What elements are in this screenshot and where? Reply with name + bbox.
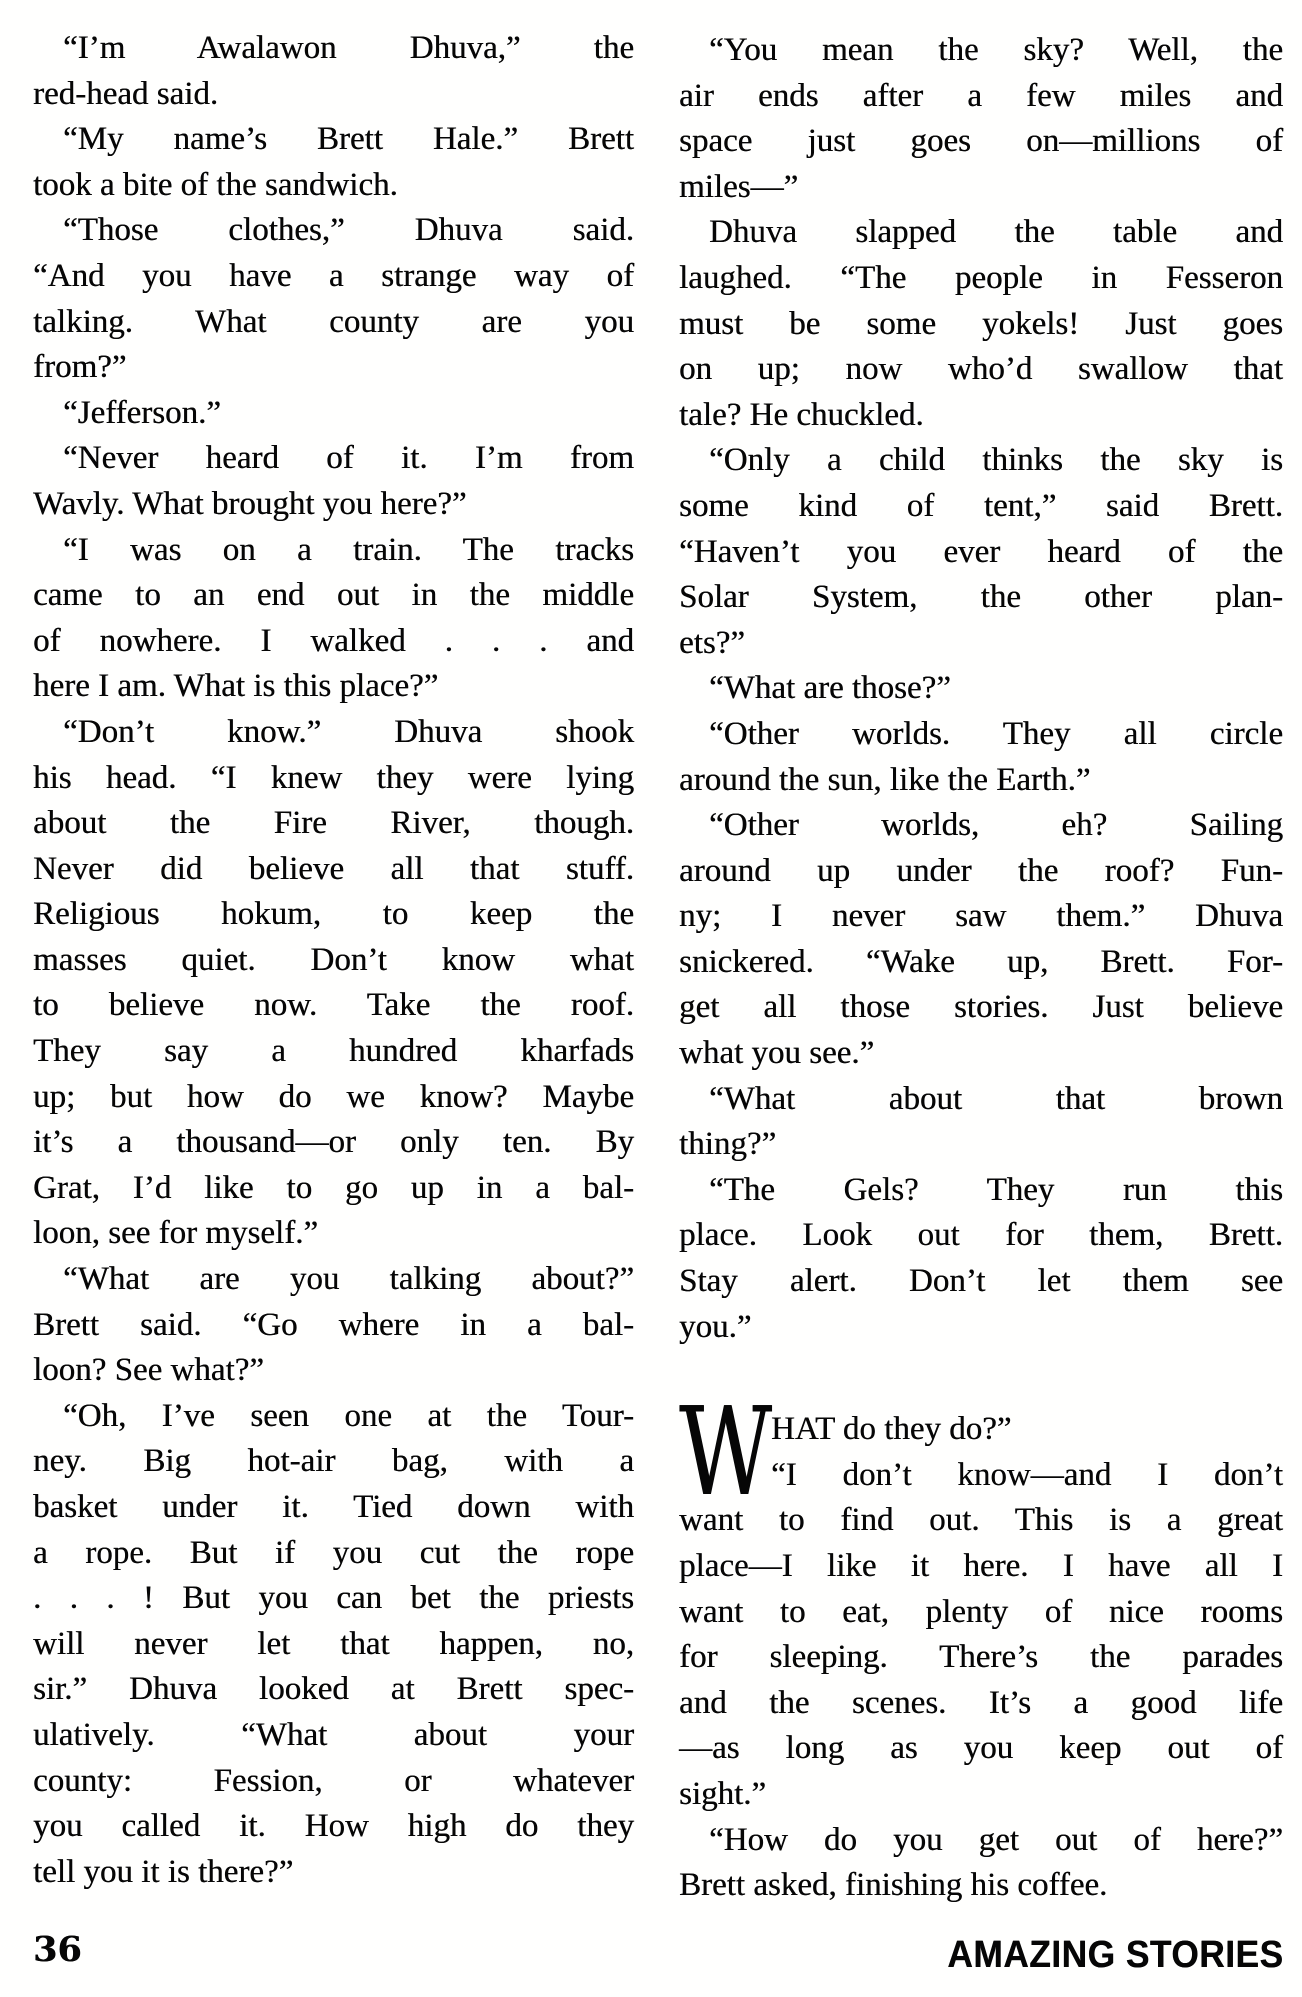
drop-cap-letter: W <box>679 1381 772 1524</box>
paragraph <box>33 436 634 527</box>
paragraph <box>679 28 1283 210</box>
text-line: talking. What county are you <box>33 303 634 340</box>
text-line: “Other worlds. They all circle <box>709 715 1283 752</box>
text-line: “What are those?” <box>709 670 951 707</box>
text-line: and the scenes. It’s a good life <box>679 1684 1283 1721</box>
text-line: “Those clothes,” Dhuva said. <box>63 212 634 249</box>
text-line: ets?” <box>679 624 745 661</box>
text-line: will never let that happen, no, <box>33 1625 634 1662</box>
text-line: “Never heard of it. I’m from <box>63 440 634 477</box>
text-line: up; but how do we know? Maybe <box>33 1078 634 1115</box>
text-line: HAT do they do?” <box>771 1411 1012 1448</box>
text-line: want to eat, plenty of nice rooms <box>679 1593 1283 1630</box>
text-line: must be some yokels! Just goes <box>679 305 1283 342</box>
text-line: Never did believe all that stuff. <box>33 850 634 887</box>
text-line: ny; I never saw them.” Dhuva <box>679 898 1283 935</box>
text-line: Stay alert. Don’t let them see <box>679 1263 1283 1300</box>
paragraph <box>33 1257 634 1394</box>
text-line: tell you it is there?” <box>33 1853 294 1890</box>
text-line: for sleeping. There’s the parades <box>679 1639 1283 1676</box>
text-line: Wavly. What brought you here?” <box>33 485 467 522</box>
text-line: Religious hokum, to keep the <box>33 896 634 933</box>
paragraph <box>33 710 634 1257</box>
text-line: . . . ! But you can bet the priests <box>33 1580 634 1617</box>
text-line: what you see.” <box>679 1035 875 1072</box>
text-line: ney. Big hot-air bag, with a <box>33 1443 634 1480</box>
text-line: “What about that brown <box>709 1080 1283 1117</box>
text-line: “Don’t know.” Dhuva shook <box>63 713 634 750</box>
text-line: red-head said. <box>33 75 219 112</box>
text-line: “Oh, I’ve seen one at the Tour- <box>63 1397 634 1434</box>
paragraph <box>33 208 634 390</box>
text-line: ulatively. “What about your <box>33 1716 634 1753</box>
text-line: from?” <box>33 349 127 386</box>
text-line: of nowhere. I walked . . . and <box>33 622 634 659</box>
text-line: Dhuva slapped the table and <box>709 214 1283 251</box>
text-line: “The Gels? They run this <box>709 1171 1283 1208</box>
magazine-title: AMAZING STORIES <box>946 1934 1283 1976</box>
text-line: came to an end out in the middle <box>33 577 634 614</box>
text-line: sight.” <box>679 1775 767 1812</box>
text-line: snickered. “Wake up, Brett. For- <box>679 943 1283 980</box>
text-line: Grat, I’d like to go up in a bal- <box>33 1169 634 1206</box>
text-line: to believe now. Take the roof. <box>33 987 634 1024</box>
paragraph <box>679 210 1283 438</box>
text-line: loon? See what?” <box>33 1352 264 1389</box>
text-line: around up under the roof? Fun- <box>679 852 1283 889</box>
paragraph <box>679 666 1283 712</box>
text-line: Brett said. “Go where in a bal- <box>33 1306 634 1343</box>
text-line: “What are you talking about?” <box>63 1261 634 1298</box>
paragraph <box>33 391 634 437</box>
text-line: “How do you get out of here?” <box>709 1821 1283 1858</box>
paragraph <box>33 528 634 710</box>
text-line: air ends after a few miles and <box>679 77 1283 114</box>
text-line: here I am. What is this place?” <box>33 668 439 705</box>
text-line: “I’m Awalawon Dhuva,” the <box>63 30 634 66</box>
page-number: 36 <box>33 1929 82 1970</box>
text-line: place—I like it here. I have all I <box>679 1548 1283 1584</box>
paragraph <box>679 1818 1283 1909</box>
text-line: on up; now who’d swallow that <box>679 351 1283 388</box>
text-line: you.” <box>679 1308 752 1345</box>
text-line: “I was on a train. The tracks <box>63 531 634 568</box>
text-line: county: Fession, or whatever <box>33 1762 634 1799</box>
text-line: a rope. But if you cut the rope <box>33 1534 634 1571</box>
text-line: “Haven’t you ever heard of the <box>679 533 1283 570</box>
text-line: thing?” <box>679 1126 777 1163</box>
text-line: tale? He chuckled. <box>679 396 924 433</box>
text-column-right <box>679 28 1283 1909</box>
text-line: “And you have a strange way of <box>33 257 634 294</box>
text-line: you called it. How high do they <box>33 1808 634 1845</box>
paragraph <box>33 1394 634 1896</box>
text-line: want to find out. This is a great <box>679 1502 1283 1539</box>
text-line: Solar System, the other plan- <box>679 579 1283 616</box>
text-line: it’s a thousand—or only ten. By <box>33 1124 634 1161</box>
paragraph <box>679 803 1283 1077</box>
text-line: miles—” <box>679 168 799 205</box>
paragraph <box>679 712 1283 803</box>
text-line: took a bite of the sandwich. <box>33 166 398 203</box>
text-line: masses quiet. Don’t know what <box>33 941 634 978</box>
text-line: get all those stories. Just believe <box>679 989 1283 1026</box>
text-line: his head. “I knew they were lying <box>33 759 634 796</box>
paragraph <box>679 438 1283 666</box>
paragraph <box>33 26 634 117</box>
paragraph <box>679 1381 1283 1817</box>
text-column-left <box>33 26 634 1895</box>
text-line: about the Fire River, though. <box>33 805 634 842</box>
text-line: “I don’t know—and I don’t <box>771 1456 1283 1493</box>
text-line: “Only a child thinks the sky is <box>709 442 1283 479</box>
text-line: around the sun, like the Earth.” <box>679 761 1091 798</box>
text-line: basket under it. Tied down with <box>33 1489 634 1525</box>
text-line: sir.” Dhuva looked at Brett spec- <box>33 1671 634 1708</box>
text-line: laughed. “The people in Fesseron <box>679 259 1283 296</box>
page-footer <box>33 1930 1283 1974</box>
paragraph <box>33 117 634 208</box>
text-line: “Other worlds, eh? Sailing <box>709 807 1283 844</box>
text-line: Brett asked, finishing his coffee. <box>679 1867 1108 1904</box>
text-line: —as long as you keep out of <box>679 1730 1283 1767</box>
text-line: “Jefferson.” <box>63 394 221 431</box>
text-line: space just goes on—millions of <box>679 123 1283 160</box>
text-line: “My name’s Brett Hale.” Brett <box>63 121 634 158</box>
paragraph <box>679 1077 1283 1168</box>
paragraph <box>679 1168 1283 1350</box>
text-line: place. Look out for them, Brett. <box>679 1217 1283 1254</box>
text-line: some kind of tent,” said Brett. <box>679 487 1283 524</box>
text-line: “You mean the sky? Well, the <box>709 32 1283 68</box>
text-line: loon, see for myself.” <box>33 1215 318 1252</box>
text-line: They say a hundred kharfads <box>33 1033 634 1070</box>
